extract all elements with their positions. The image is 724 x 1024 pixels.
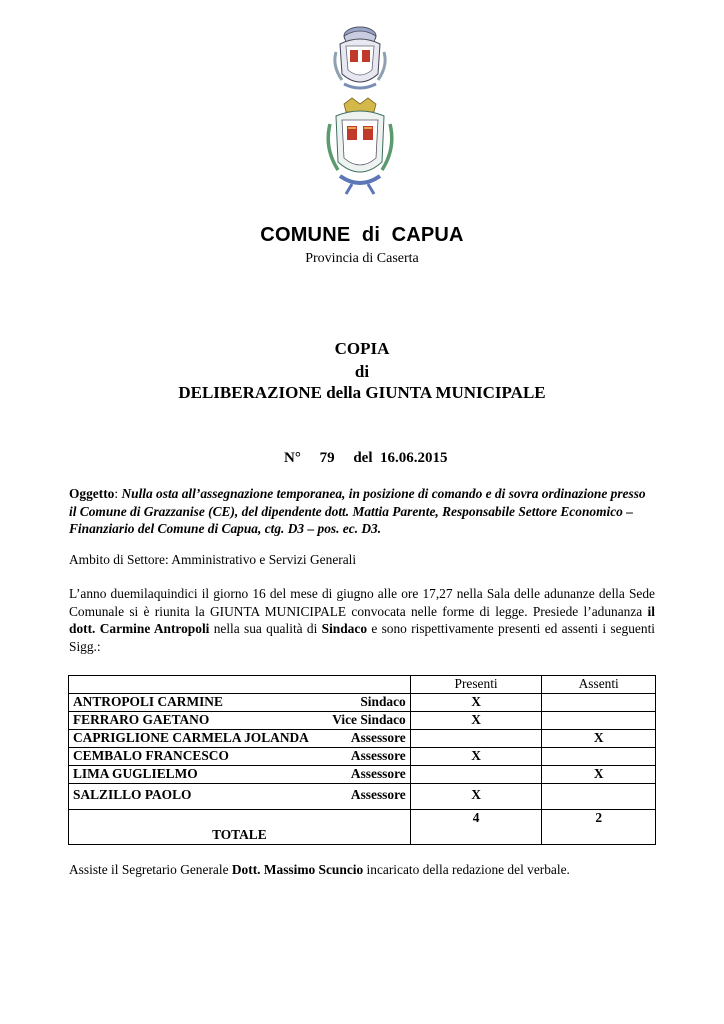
assiste-part2: incaricato della redazione del verbale.: [363, 862, 570, 877]
assente-mark: X: [542, 730, 656, 748]
provincia-subtitle: Provincia di Caserta: [305, 251, 419, 266]
member-name: SALZILLO PAOLO: [73, 787, 192, 802]
attendance-header-row: [69, 676, 656, 694]
member-name: ANTROPOLI CARMINE: [73, 694, 223, 709]
session-paragraph: [69, 585, 655, 655]
member-cell: [69, 766, 411, 784]
member-role: Assessore: [350, 730, 406, 745]
member-cell: [69, 730, 411, 748]
member-role: Assessore: [350, 766, 406, 781]
paragraph-part2: nella sua qualità di: [209, 621, 322, 637]
comune-title: COMUNE di CAPUA: [260, 224, 464, 246]
document-type-copia: COPIA: [334, 339, 390, 358]
presente-mark: [410, 730, 542, 748]
segretario-line: [69, 861, 655, 879]
member-role: Sindaco: [360, 694, 406, 709]
presente-mark: X: [410, 694, 542, 712]
assente-mark: [542, 694, 656, 712]
number-prefix: N°: [283, 450, 301, 466]
header-name-cell: [69, 676, 411, 694]
member-cell: [69, 748, 411, 766]
totals-row: [69, 810, 656, 845]
presente-mark: X: [410, 784, 542, 810]
oggetto-label: Oggetto: [69, 486, 115, 501]
document-type-di: di: [354, 362, 370, 381]
oggetto-text: Nulla osta all’assegnazione temporanea, in posizione di comando e di sovra ordinazione presso il Comune di Grazzanise (CE), del dipendente dott. Mattia Parente, Responsabile Settore Economico – Finanziario del Comune di Capua, ctg. D3 – pos. ec. D3.: [69, 486, 646, 537]
totals-assenti: 2: [542, 810, 656, 845]
ambito-settore: Ambito di Settore: Amministrativo e Servizi Generali: [69, 552, 357, 567]
table-row: [69, 730, 656, 748]
paragraph-president: il dott. Carmine Antropoli: [69, 603, 655, 637]
table-row: [69, 748, 656, 766]
presente-mark: X: [410, 748, 542, 766]
member-role: Vice Sindaco: [332, 712, 406, 727]
assente-mark: [542, 784, 656, 810]
member-cell: [69, 712, 411, 730]
coat-of-arms-bottom-image: [322, 96, 398, 196]
table-row: [69, 694, 656, 712]
member-cell: [69, 784, 411, 810]
table-row: [69, 784, 656, 810]
member-name: CAPRIGLIONE CARMELA JOLANDA: [73, 730, 309, 745]
member-name: LIMA GUGLIELMO: [73, 766, 198, 781]
table-row: [69, 712, 656, 730]
paragraph-part1: L’anno duemilaquindici il giorno 16 del mese di giugno alle ore 17,27 nella Sala delle adunanze della Sede Comunale si è riunita la GIUNTA MUNICIPALE convocata nelle forme di legge. Presiede l’adunanza: [69, 586, 655, 619]
header-assenti: Assenti: [542, 676, 656, 694]
paragraph-part3: e sono rispettivamente presenti ed assenti i seguenti Sigg.:: [69, 621, 656, 654]
member-role: Assessore: [350, 748, 406, 763]
presente-mark: X: [410, 712, 542, 730]
assiste-part1: Assiste il Segretario Generale: [69, 862, 232, 877]
table-row: [69, 766, 656, 784]
assente-mark: [542, 712, 656, 730]
totals-label: TOTALE: [212, 827, 267, 842]
header-presenti: Presenti: [410, 676, 542, 694]
member-name: FERRARO GAETANO: [73, 712, 210, 727]
number-date: del 16.06.2015: [353, 450, 448, 466]
deliberation-number-line: [0, 433, 724, 467]
coat-of-arms-top-image: [322, 22, 398, 94]
document-type-deliberazione: DELIBERAZIONE della GIUNTA MUNICIPALE: [178, 383, 546, 402]
totals-label-cell: [69, 810, 411, 845]
member-cell: [69, 694, 411, 712]
member-role: Assessore: [350, 787, 406, 802]
oggetto-block: Oggetto: Nulla osta all’assegnazione temporanea, in posizione di comando e di sovra ordinazione presso il Comune di Grazzanise (CE), del dipendente dott. Mattia Parente, Responsabile Settore Economico – Finanziario del Comune di Capua, ctg. D3 – pos. ec. D3.: [69, 486, 646, 537]
presente-mark: [410, 766, 542, 784]
assente-mark: [542, 748, 656, 766]
totals-presenti: 4: [410, 810, 542, 845]
segretario-name: Dott. Massimo Scuncio: [231, 862, 364, 877]
attendance-table: [68, 675, 656, 845]
paragraph-role: Sindaco: [321, 621, 368, 637]
assente-mark: X: [542, 766, 656, 784]
number-value: 79: [319, 450, 335, 466]
member-name: CEMBALO FRANCESCO: [73, 748, 229, 763]
